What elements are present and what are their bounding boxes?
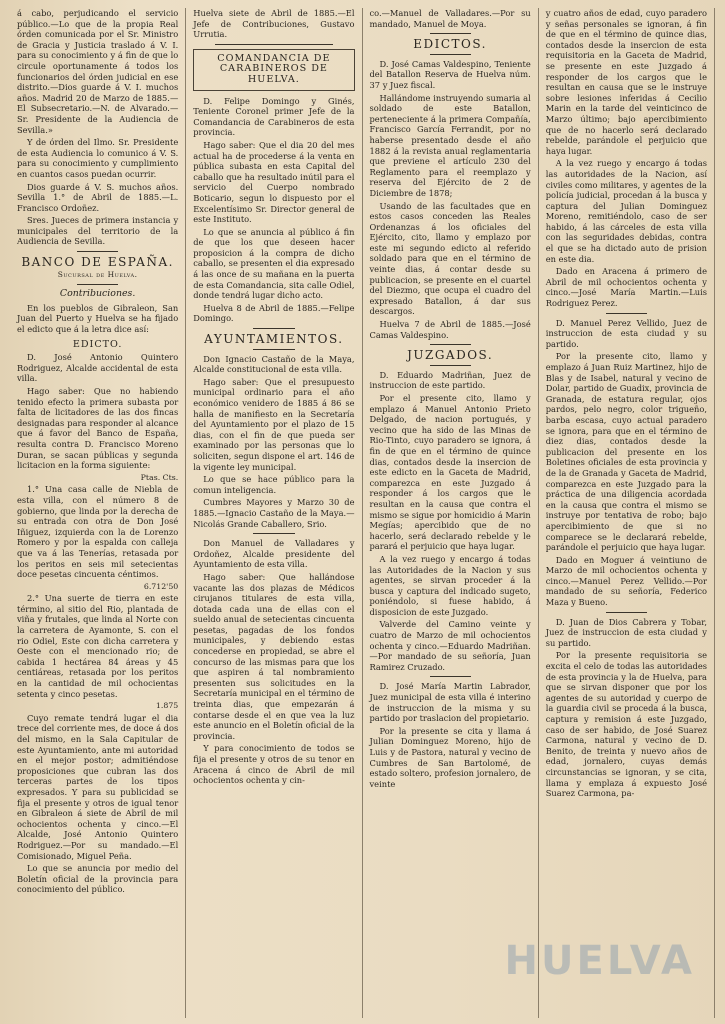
paragraph: Huelva siete de Abril de 1885.—El Jefe de Contribuciones, Gustavo Urrutia. (193, 8, 355, 40)
paragraph: D. José Camas Valdespino, Teniente del Batallon Reserva de Huelva núm. 37 y Juez fiscal. (369, 58, 531, 90)
divider (606, 612, 647, 613)
paragraph: Cumbres Mayores y Marzo 30 de 1885.—Ignacio Castaño de la Maya.—Nicolás Grande Caballero, Srio. (193, 497, 355, 529)
paragraph: Lo que se hace público para la comun inteligencia. (193, 474, 355, 495)
paragraph: A la vez ruego y encargo á todas las Autoridades de la Nacion y sus agentes, se sirvan proceder á la busca y captura del indicado sugeto, poniéndolo, si fuese habido, á disposicion de este Juzgado. (369, 553, 531, 617)
paragraph: Don Manuel de Valladares y Ordoñez, Alcalde presidente del Ayuntamiento de esta villa. (193, 538, 355, 570)
boxed-heading (193, 49, 354, 91)
paragraph: Huelva 7 de Abril de 1885.—José Camas Valdespino. (369, 319, 531, 340)
section-subheading: Sucursal de Huelva. (57, 269, 138, 279)
divider (77, 284, 118, 285)
section-heading-ayuntamientos: AYUNTAMIENTOS. (204, 332, 344, 347)
paragraph: Por el presente cito, llamo y emplazo á Manuel Antonio Prieto Delgado, de nacion portugués, y vecino que ha sido de las Minas de Rio-Tinto, cuyo paradero se ignora, á fin de que en el término de quince dias, contados desde la insercion de este edicto en la Gaceta de Madrid, comparezca en este Juzgado á responder á los cargos que le resultan en la causa que contra el mismo se sigue por homicidio á Marin Megías; apercibido que de no hacerlo, será declarado rebelde y le parará el perjuicio que haya lugar. (369, 393, 531, 552)
paragraph: Hallándome instruyendo sumaria al soldado de este Batallon, perteneciente á la primera Compañía, Francisco García Ferrandit, por no haberse presentado desde el año 1882 á la revista anual reglamentaria que previene el artículo 230 del Reglamento para el reemplazo y reserva del Ejército de 2 de Diciembre de 1878; (369, 92, 531, 198)
paragraph: Por la presente se cita y llama á Julian Dominguez Moreno, hijo de Luis y de Pastora, natural y vecino de Cumbres de San Bartolomé, de estado soltero, profesion jornalero, de veinte (369, 725, 531, 789)
paragraph: En los pueblos de Gibraleon, San Juan del Puerto y Huelva se ha fijado el edicto que á la letra dice así: (17, 302, 179, 335)
paragraph: Sres. Jueces de primera instancia y municipales del territorio de la Audiencia de Sevilla. (17, 215, 179, 247)
section-heading-juzgados: JUZGADOS. (407, 348, 494, 363)
paragraph: D. Felipe Domingo y Ginés, Teniente Coronel primer Jefe de la Comandancia de Carabineros de esta provincia. (193, 95, 355, 138)
paragraph: Hago saber: Que el dia 20 del mes actual ha de procederse á la venta en pública subasta en esta Capital del caballo que ha resultado inútil para el servicio del Cuerpo nombrado Boticario, segun lo dispuesto por el Excelentísimo Sr. Director general de este Instituto. (193, 139, 355, 225)
paragraph: Por la presente cito, llamo y emplazo á Juan Ruiz Martinez, hijo de Blas y de Isabel, natural y vecino de Dolar, partido de Guadix, provincia de Granada, de estatura regular, ojos pardos, pelo negro, color trigueño, barba escasa, cuyo actual paradero se ignora, para que en el término de diez dias, contados desde la publicacion del presente en los Boletines oficiales de esta provincia y de la de Granada y Gaceta de Madrid, comparezca en este Juzgado para la práctica de una diligencia acordada en la causa que contra el mismo se instruye por tentativa de robo; bajo apercibimiento de que si no comparece se le declarará rebelde, parándole el perjuicio que haya lugar. (545, 351, 707, 553)
paragraph: Dado en Moguer á veintiuno de Marzo de mil ochocientos ochenta y cinco.—Manuel Perez Vellido.—Por mandado de su señoría, Federico Maza y Bueno. (545, 554, 707, 608)
paragraph: Y para conocimiento de todos se fija el presente y otros de su tenor en Aracena á cinco de Abril de mil ochocientos ochenta y cin- (193, 743, 355, 786)
paragraph: A la vez ruego y encargo á todas las autoridades de la Nacion, así civiles como militares, y agentes de la policía judicial, procedan á la busca y captura del Julian Dominguez Moreno, remitiéndolo, caso de ser habido, á las cárceles de esta villa con las seguridades debidas, contra el que se ha dictado auto de prision en este dia. (545, 158, 707, 264)
paragraph: Hago saber: Que el presupuesto municipal ordinario para el año económico venidero de 1885 á 86 se halla de manifiesto en la Secretaría del Ayuntamiento por el plazo de 15 dias, con el fin de que pueda ser examinado por las personas que lo soliciten, segun dispone el art. 146 de la vigente ley municipal. (193, 376, 355, 472)
paragraph: y cuatro años de edad, cuyo paradero y señas personales se ignoran, á fin de que en el término de quince dias, contados desde la insercion de esta requisitoria en la Gaceta de Madrid, se presente en este Juzgado á responder de los cargos que le resultan en causa que se le instruye sobre lesiones inferidas á Cecilio Marin en la tarde del veinticinco de Marzo último; bajo apercibimiento que de no hacerlo será declarado rebelde, parándole el perjuicio que haya lugar. (545, 8, 707, 156)
divider (430, 365, 471, 366)
divider (253, 533, 294, 534)
column-1 (10, 8, 186, 1018)
paragraph: D. Eduardo Madriñan, Juez de instruccion de este partido. (369, 369, 531, 391)
section-heading-banco: BANCO DE ESPAÑA. (21, 255, 174, 270)
divider (77, 251, 118, 252)
column-4 (539, 8, 715, 1018)
paragraph: Hago saber: Que no habiendo tenido efecto la primera subasta por falta de licitadores de las dos fincas designadas para responder al alcance que á favor del Banco de España, resulta contra D. Francisco Moreno Duran, se sacan públicas y segunda licitacion en la forma siguiente: (17, 386, 179, 471)
paragraph: D. Manuel Perez Vellido, Juez de instruccion de esta ciudad y su partido. (545, 317, 707, 349)
currency-header: Ptas. Cts. (140, 472, 179, 482)
list-item: 1.° Una casa calle de Niebla de esta villa, con el número 8 de gobierno, que linda por la derecha de su entrada con otra de Don José Iñiguez, izquierda con la de Lorenzo Romero y por la espalda con calleja que va á las Tenerías, retasada por los peritos en seis mil setecientas doce pesetas cincuenta céntimos. (17, 484, 179, 580)
divider (430, 344, 471, 345)
paragraph: Don Ignacio Castaño de la Maya, Alcalde constitucional de esta villa. (193, 353, 355, 375)
paragraph: D. José Antonio Quintero Rodriguez, Alcalde accidental de esta villa. (17, 352, 179, 384)
section-heading-comandancia: COMANDANCIA DE CARABINEROS DE HUELVA. (217, 52, 331, 85)
paragraph: Hago saber: Que hallándose vacante las dos plazas de Médicos cirujanos titulares de esta villa, dotada cada una de ellas con el sueldo anual de setecientas cincuenta pesetas, pagadas de los fondos municipales, y debiendo estas concederse en propiedad, se abre el concurso de las mismas para que los que aspiren á tal nombramiento presenten sus solicitudes en la Secretaría municipal en el término de treinta dias, que empezarán á contarse desde el en que vea la luz este anuncio en el Boletín oficial de la provincia. (193, 571, 355, 741)
paragraph: Y de órden del Ilmo. Sr. Presidente de esta Audiencia lo comunico á V. S. para su conocimiento y cumplimiento en cuantos casos puedan ocurrir. (17, 137, 179, 179)
paragraph: Lo que se anuncia al público á fin de que los que deseen hacer proposicion á la compra de dicho caballo, se presenten el dia expresado á las once de su mañana en la puerta de esta Comandancia, sita calle Odiel, donde tendrá lugar dicho acto. (193, 226, 355, 301)
column-3 (363, 8, 539, 1018)
section-subtitle-contribuciones: Contribuciones. (59, 288, 136, 300)
divider (253, 328, 294, 329)
column-2 (186, 8, 362, 1018)
paragraph: Valverde del Camino veinte y cuatro de Marzo de mil ochocientos ochenta y cinco.—Eduardo Madriñan.—Por mandado de su señoría, Juan Ramirez Cruzado. (369, 619, 531, 672)
paragraph: Dado en Aracena á primero de Abril de mil ochocientos ochenta y cinco.—José María Martin.—Luis Rodriguez Perez. (545, 266, 707, 309)
divider (430, 33, 471, 34)
list-item: 2.° Una suerte de tierra en este término, al sitio del Rio, plantada de viña y frutales, que linda al Norte con la carretera de Ayamonte, S. con el rio Odiel, Este con dicha carretera y Oeste con el mencionado rio; de cabida 1 hectárea 84 áreas y 45 centiáreas, retasada por los peritos en la cantidad de mil ochocientas setenta y cinco pesetas. (17, 593, 179, 699)
paragraph: D. José María Martin Labrador, Juez municipal de esta villa é interino de instruccion de la misma y su partido por traslacion del propietario. (369, 681, 531, 724)
paragraph: Dios guarde á V. S. muchos años. Sevilla 1.° de Abril de 1885.—L. Francisco Ordoñez. (17, 181, 179, 213)
paragraph: Cuyo remate tendrá lugar el dia trece del corriente mes, de doce á dos del mismo, en la Sala Capitular de este Ayuntamiento, ante mi autoridad en el mejor postor; admitiéndose proposiciones que cubran las dos terceras partes de los tipos expresados. Y para su publicidad se fija el presente y otros de igual tenor en Gibraleon á siete de Abril de mil ochocientos ochenta y cinco.—El Alcalde, José Antonio Quintero Rodriguez.—Por su mandado.—El Comisionado, Miguel Peña. (17, 712, 179, 861)
paragraph: Por la presente requisitoria se excita el celo de todas las autoridades de esta provincia y la de Huelva, para que se sirvan disponer que por los agentes de su autoridad y cuerpo de la guardia civil se proceda á la busca, captura y remision á este Juzgado, caso de ser habido, de José Suarez Carmona, natural y vecino de D. Benito, de treinta y nuevo años de edad, jornalero, cuyas demás circunstancias se ignoran, y se cita, llama y emplaza á expuesto José Suarez Carmona, pa- (545, 650, 707, 799)
divider (430, 676, 471, 677)
divider (606, 313, 647, 314)
paragraph: Usando de las facultades que en estos casos conceden las Reales Ordenanzas á los oficiales del Ejército, cito, llamo y emplazo por este mi segundo edicto al referido soldado para que en el término de veinte dias, á contar desde su publicacion, se presente en el cuartel del Diezmo, que ocupa el cuadro del expresado Batallon, á dar sus descargos. (369, 200, 531, 317)
section-heading-edictos: EDICTOS. (413, 37, 487, 52)
paragraph: D. Juan de Dios Cabrera y Tobar, Juez de instruccion de esta ciudad y su partido. (545, 616, 707, 648)
paragraph: co.—Manuel de Valladares.—Por su mandado, Manuel de Moya. (369, 8, 531, 29)
paragraph: Lo que se anuncia por medio del Boletín oficial de la provincia para conocimiento del público. (17, 863, 179, 895)
watermark-stamp: HUELVA (504, 938, 695, 984)
paragraph: á cabo, perjudicando el servicio público.—Lo que de la propia Real órden comunicada por el Sr. Ministro de Gracia y Justicia traslado á V. I. para su conocimiento y á fin de que lo circule oportunamente á todos los funcionarios del órden judicial en ese distrito.—Dios guarde á V. I. muchos años. Madrid 20 de Marzo de 1885.—El Subsecretario.—N. de Alvarado.—Sr. Presidente de la Audiencia de Sevilla.» (17, 8, 179, 135)
amount-value: 6.712'50 (143, 581, 179, 591)
divider (430, 54, 471, 55)
amount-value: 1.875 (155, 701, 179, 711)
paragraph: Huelva 8 de Abril de 1885.—Felipe Domingo. (193, 302, 355, 324)
divider (215, 44, 332, 45)
section-heading-edicto: EDICTO. (72, 338, 123, 350)
divider (253, 349, 294, 350)
